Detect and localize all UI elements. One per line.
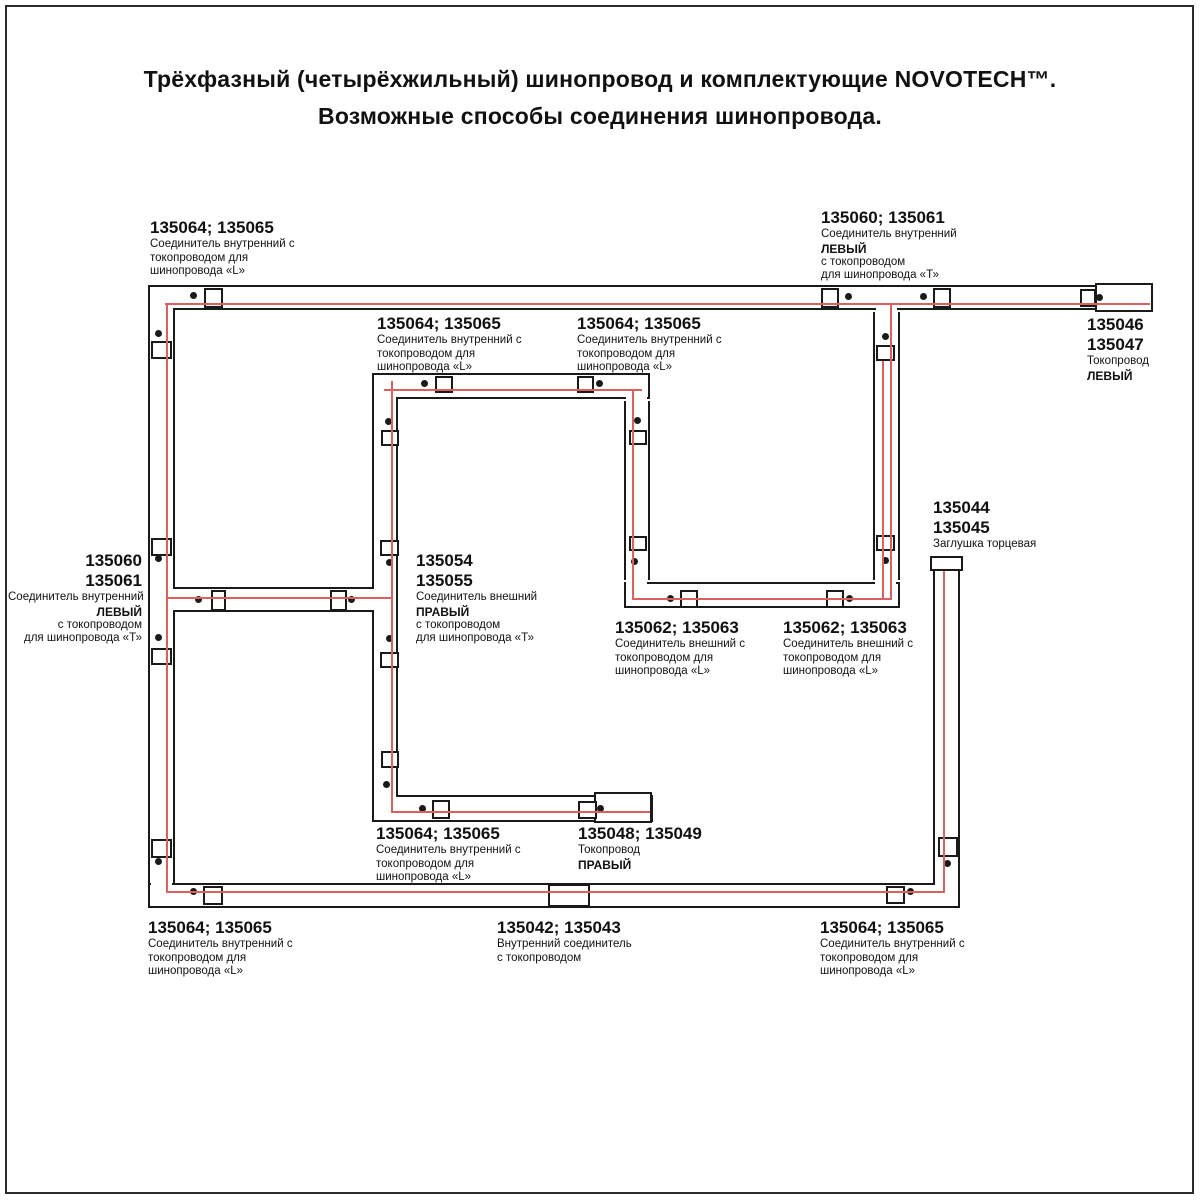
connector-box	[938, 837, 958, 857]
track-joint-patch	[171, 589, 177, 610]
label-line: шинопровода «L»	[783, 665, 879, 677]
label-line: для шинопровода «Т»	[416, 632, 534, 644]
label-line: шинопровода «L»	[577, 361, 673, 373]
connector-box	[151, 648, 172, 665]
label-coupler	[497, 918, 632, 965]
contact-dot	[882, 333, 889, 340]
title-line-2: Возможные способы соединения шинопровода.	[318, 103, 882, 129]
label-line: токопроводом для	[577, 347, 676, 360]
connector-box	[876, 535, 895, 551]
track-joint-patch	[875, 580, 896, 585]
part-code: 135062; 135063	[783, 618, 907, 637]
contact-dot	[383, 781, 390, 788]
label-line: Соединитель внешний с	[615, 638, 746, 650]
label-line: ПРАВЫЙ	[578, 857, 632, 872]
track-n-bottom	[624, 582, 900, 608]
conductor-line	[890, 305, 892, 600]
label-line: шинопровода «L»	[148, 965, 244, 977]
conductor-line	[391, 811, 650, 813]
conductor-line	[943, 571, 945, 892]
part-code: 135064; 135065	[377, 314, 501, 333]
track-joint-patch	[626, 580, 647, 585]
contact-dot	[596, 380, 603, 387]
label-feed-right	[578, 824, 702, 872]
label-line: шинопровода «L»	[820, 965, 916, 977]
label-line: шинопровода «L»	[615, 665, 711, 677]
label-end-cap	[933, 498, 1036, 552]
track-joint-patch	[876, 306, 897, 312]
connector-box	[151, 538, 172, 556]
track-joint-patch	[936, 881, 957, 886]
label-line: токопроводом для	[376, 857, 475, 870]
label-mid-2	[577, 314, 722, 375]
connector-box	[381, 751, 399, 768]
track-joint-patch	[151, 881, 172, 886]
label-line: токопроводом для	[615, 651, 714, 664]
label-line: Соединитель внешний с	[783, 638, 914, 650]
connector-box	[151, 839, 172, 858]
conductor-line	[384, 389, 642, 391]
connector-box	[151, 341, 172, 359]
part-code: 135055	[416, 571, 473, 590]
connector-box	[381, 430, 399, 446]
conductor-line	[166, 891, 945, 893]
straight-coupler-box	[548, 884, 590, 907]
label-line: с токопроводом	[416, 618, 501, 631]
part-code: 135064; 135065	[148, 918, 272, 937]
label-line: Соединитель внутренний с	[377, 334, 522, 346]
label-line: ЛЕВЫЙ	[821, 241, 867, 256]
label-line: Соединитель внутренний с	[820, 938, 965, 950]
label-line: шинопровода «L»	[150, 265, 246, 277]
contact-dot	[1096, 294, 1103, 301]
track-joint-patch	[394, 797, 400, 820]
label-line: шинопровода «L»	[377, 361, 473, 373]
label-line: Соединитель внутренний с	[148, 938, 293, 950]
connector-box	[380, 540, 399, 556]
part-code: 135054	[416, 551, 473, 570]
part-code: 135064; 135065	[150, 218, 274, 237]
label-top-right-t	[821, 208, 957, 283]
label-outer-t	[416, 551, 537, 646]
label-bottom-left	[148, 918, 293, 979]
part-code: 135064; 135065	[820, 918, 944, 937]
contact-dot	[155, 555, 162, 562]
label-line: Токопровод	[578, 844, 640, 856]
connector-box	[211, 590, 226, 611]
label-line: для шинопровода «Т»	[821, 269, 939, 281]
label-line: Соединитель внутренний	[8, 591, 144, 603]
label-line: шинопровода «L»	[376, 871, 472, 883]
connector-box	[933, 288, 951, 308]
part-code: 135042; 135043	[497, 918, 621, 937]
connector-box	[330, 590, 347, 611]
label-mid-1	[377, 314, 522, 375]
contact-dot	[155, 634, 162, 641]
track-joint-patch	[394, 375, 400, 397]
label-line: для шинопровода «Т»	[24, 632, 142, 644]
conductor-line	[632, 598, 891, 600]
contact-dot	[421, 380, 428, 387]
label-line: ЛЕВЫЙ	[96, 604, 142, 619]
label-line: ЛЕВЫЙ	[1087, 368, 1133, 383]
connector-box	[380, 652, 399, 668]
contact-dot	[634, 417, 641, 424]
label-bottom-mid	[376, 824, 521, 885]
label-line: с токопроводом	[821, 255, 906, 268]
track-joint-patch	[626, 395, 647, 401]
title-line-1: Трёхфазный (четырёхжильный) шинопровод и комплектующие NOVOTECH™.	[143, 66, 1057, 92]
connector-box	[886, 886, 905, 904]
part-code: 135064; 135065	[577, 314, 701, 333]
label-line: Соединитель внутренний с	[376, 844, 521, 856]
power-feed-left-body	[1095, 283, 1153, 312]
connector-box	[203, 886, 223, 905]
contact-dot	[155, 858, 162, 865]
connector-box	[204, 288, 223, 308]
part-code: 135044	[933, 498, 990, 517]
label-line: Соединитель внутренний с	[150, 238, 295, 250]
label-line: токопроводом для	[820, 951, 919, 964]
label-line: токопроводом для	[377, 347, 476, 360]
end-cap-body	[930, 556, 963, 571]
contact-dot	[845, 293, 852, 300]
conductor-line	[632, 389, 634, 600]
part-code: 135061	[85, 571, 142, 590]
track-top	[148, 285, 1153, 310]
part-code: 135060	[85, 551, 142, 570]
label-left-t	[8, 551, 142, 646]
label-line: Соединитель внутренний с	[577, 334, 722, 346]
part-code: 135046	[1087, 315, 1144, 334]
label-line: ПРАВЫЙ	[416, 604, 470, 619]
label-line: токопроводом для	[783, 651, 882, 664]
label-line: Внутренний соединитель	[497, 938, 632, 950]
part-code: 135060; 135061	[821, 208, 945, 227]
label-line: Соединитель внутренний	[821, 228, 957, 240]
label-line: токопроводом для	[150, 251, 249, 264]
contact-dot	[920, 293, 927, 300]
part-code: 135062; 135063	[615, 618, 739, 637]
conductor-line	[166, 597, 392, 599]
connector-box	[578, 801, 597, 819]
connector-box	[432, 800, 450, 819]
connector-box	[821, 288, 839, 308]
conductor-line	[165, 303, 1150, 305]
label-ext-1	[615, 618, 745, 679]
label-line: Соединитель внешний	[416, 591, 538, 603]
contact-dot	[190, 292, 197, 299]
part-code: 135064; 135065	[376, 824, 500, 843]
label-ext-2	[783, 618, 913, 679]
label-line: Токопровод	[1087, 355, 1149, 367]
contact-dot	[155, 330, 162, 337]
label-line: с токопроводом	[497, 951, 582, 964]
track-n-left	[624, 401, 650, 580]
connector-box	[876, 345, 895, 361]
conductor-line	[882, 361, 884, 599]
label-line: токопроводом для	[148, 951, 247, 964]
track-joint-patch	[370, 589, 376, 610]
label-line: с токопроводом	[57, 618, 142, 631]
part-code: 135048; 135049	[578, 824, 702, 843]
label-top-left	[150, 218, 295, 279]
label-bottom-right	[820, 918, 965, 979]
part-code: 135047	[1087, 335, 1144, 354]
label-feed-left	[1087, 315, 1149, 383]
part-code: 135045	[933, 518, 990, 537]
contact-dot	[944, 860, 951, 867]
track-joint-patch	[151, 306, 172, 312]
label-line: Заглушка торцевая	[933, 538, 1037, 550]
